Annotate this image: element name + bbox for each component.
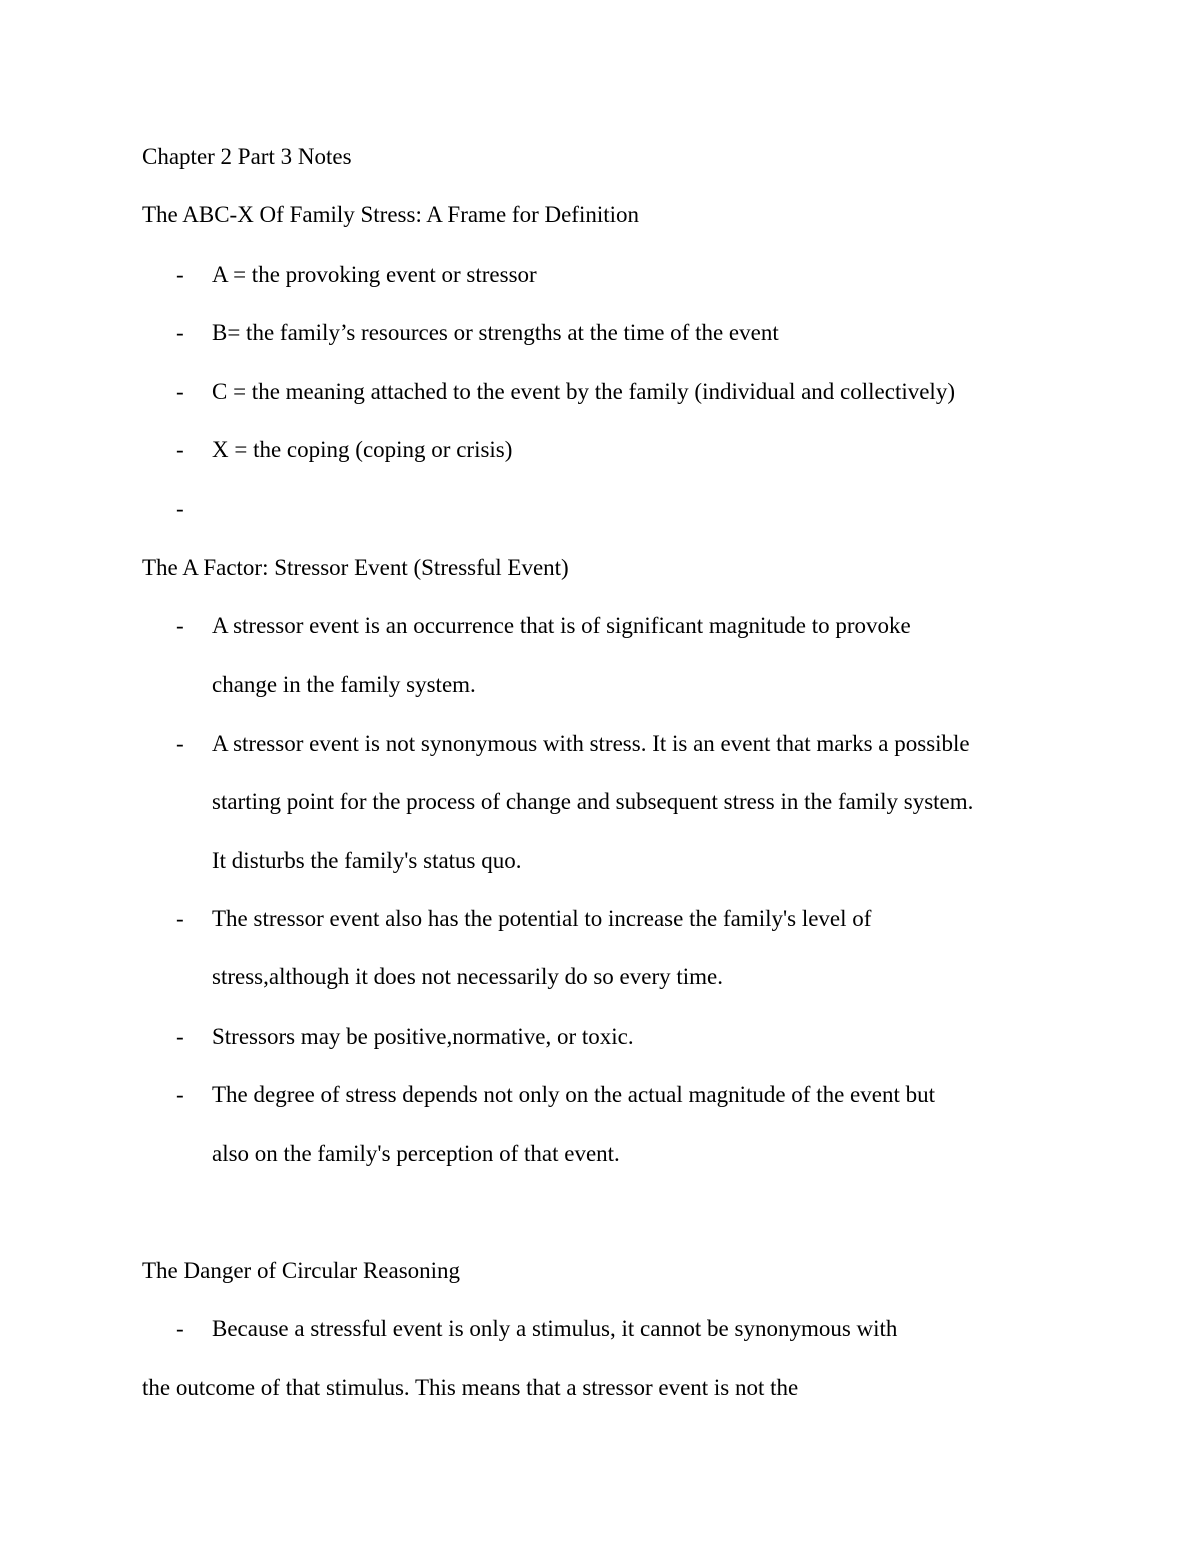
bullet-marker: -: [176, 906, 184, 931]
bullet-text: X = the coping (coping or crisis): [212, 437, 513, 462]
bullet-text: A = the provoking event or stressor: [212, 262, 537, 287]
bullet-marker: -: [176, 1316, 184, 1341]
bullet-text-continued: starting point for the process of change and subsequent stress in the family system.: [212, 789, 974, 814]
bullet-marker: -: [176, 262, 184, 287]
bullet-marker: -: [176, 1024, 184, 1049]
document-title: Chapter 2 Part 3 Notes: [142, 144, 352, 169]
bullet-text: A stressor event is not synonymous with stress. It is an event that marks a possible: [212, 731, 970, 756]
section-heading-circular-reasoning: The Danger of Circular Reasoning: [142, 1258, 461, 1283]
bullet-text-continued: also on the family's perception of that event.: [212, 1141, 620, 1166]
bullet-marker: -: [176, 320, 184, 345]
section-heading-a-factor: The A Factor: Stressor Event (Stressful Event): [142, 555, 569, 580]
bullet-marker: -: [176, 1082, 184, 1107]
bullet-marker: -: [176, 731, 184, 756]
bullet-text: C = the meaning attached to the event by the family (individual and collectively): [212, 379, 955, 404]
bullet-text-continued: change in the family system.: [212, 672, 476, 697]
bullet-text: B= the family’s resources or strengths at the time of the event: [212, 320, 779, 345]
bullet-marker: -: [176, 437, 184, 462]
bullet-text: Stressors may be positive,normative, or toxic.: [212, 1024, 634, 1049]
section-heading-abcx: The ABC-X Of Family Stress: A Frame for Definition: [142, 202, 640, 227]
bullet-marker: -: [176, 496, 184, 521]
bullet-text-continued: stress,although it does not necessarily do so every time.: [212, 964, 724, 989]
bullet-text: Because a stressful event is only a stimulus, it cannot be synonymous with: [212, 1316, 898, 1341]
bullet-text: The degree of stress depends not only on the actual magnitude of the event but: [212, 1082, 936, 1107]
bullet-marker: -: [176, 379, 184, 404]
bullet-text-continued: It disturbs the family's status quo.: [212, 848, 522, 873]
bullet-text: The stressor event also has the potential to increase the family's level of: [212, 906, 872, 931]
bullet-marker: -: [176, 613, 184, 638]
paragraph-continuation: the outcome of that stimulus. This means that a stressor event is not the: [142, 1375, 799, 1400]
bullet-text: A stressor event is an occurrence that is of significant magnitude to provoke: [212, 613, 911, 638]
